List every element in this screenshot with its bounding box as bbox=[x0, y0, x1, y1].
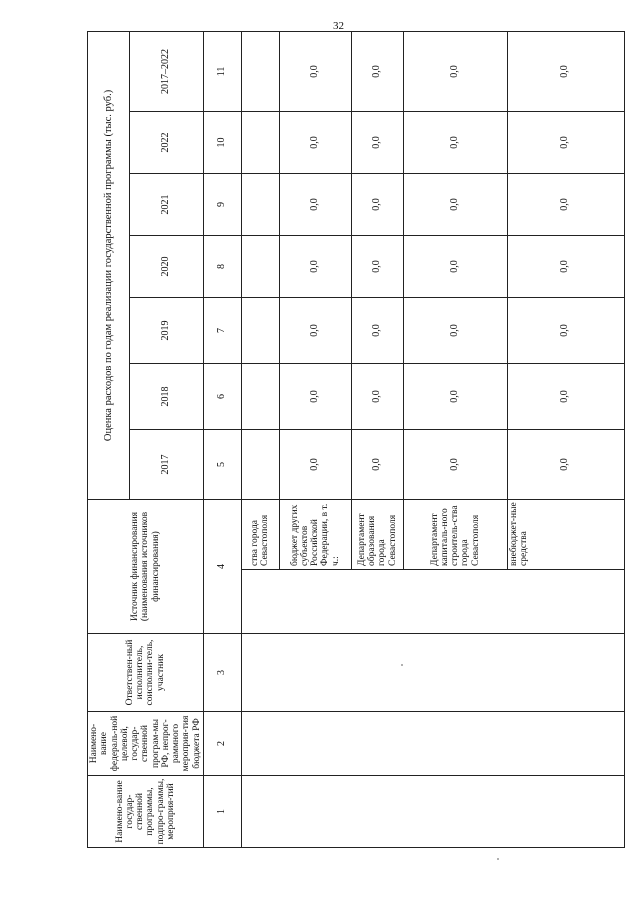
row-value: 0,0 bbox=[279, 430, 351, 500]
header-year-2022: 2022 bbox=[129, 112, 203, 174]
row-value: 0,0 bbox=[351, 430, 403, 500]
header-col4: Источник финансирования (наименования источников финансирования) bbox=[88, 500, 204, 634]
col-number: 1 bbox=[203, 776, 241, 848]
row-value: 0,0 bbox=[279, 112, 351, 174]
scan-speck bbox=[497, 858, 499, 860]
page-number: 32 bbox=[333, 20, 344, 32]
header-estimate: Оценка расходов по годам реализации государственной программы (тыс. руб.) bbox=[88, 31, 130, 499]
header-year-2019: 2019 bbox=[129, 298, 203, 364]
row-value: 0,0 bbox=[507, 364, 624, 430]
col-number: 9 bbox=[203, 174, 241, 236]
row-value bbox=[241, 364, 279, 430]
row-source: Департамент капиталь-ного строитель-ства города Севастополя bbox=[403, 500, 507, 570]
row-value: 0,0 bbox=[403, 430, 507, 500]
row-value: 0,0 bbox=[351, 112, 403, 174]
row-value: 0,0 bbox=[351, 364, 403, 430]
col-number: 2 bbox=[203, 712, 241, 776]
header-col2: Наимено-вание федераль-ной целевой, государ-ственной програм-мы РФ, непрог-раммного мероприя-тия бюджета РФ bbox=[88, 712, 204, 776]
col-number: 7 bbox=[203, 298, 241, 364]
col-number: 5 bbox=[203, 430, 241, 500]
cell-col1-empty bbox=[241, 776, 624, 848]
header-col3: Ответствен-ный исполнитель, соисполни-тель, участник bbox=[88, 634, 204, 712]
header-year-2020: 2020 bbox=[129, 236, 203, 298]
header-col1: Наимено-вание государ-ственной программы, подпро-граммы, мероприя-тий bbox=[88, 776, 204, 848]
cell-col4-empty bbox=[241, 570, 624, 634]
scan-speck bbox=[401, 664, 403, 666]
row-value: 0,0 bbox=[507, 236, 624, 298]
header-year-2018: 2018 bbox=[129, 364, 203, 430]
col-number: 11 bbox=[203, 31, 241, 111]
budget-table bbox=[87, 31, 625, 848]
row-value: 0,0 bbox=[507, 430, 624, 500]
col-number: 8 bbox=[203, 236, 241, 298]
row-value: 0,0 bbox=[403, 298, 507, 364]
cell-col2-empty bbox=[241, 712, 624, 776]
rotated-table-container bbox=[87, 32, 608, 848]
row-source: бюджет других субъектов Российской Федерации, в т. ч.: bbox=[279, 500, 351, 570]
col-number: 3 bbox=[203, 634, 241, 712]
row-value: 0,0 bbox=[403, 174, 507, 236]
header-year-total: 2017–2022 bbox=[129, 31, 203, 111]
row-value: 0,0 bbox=[351, 236, 403, 298]
row-value: 0,0 bbox=[403, 364, 507, 430]
row-source: Департамент образования города Севастополя bbox=[351, 500, 403, 570]
row-value bbox=[241, 430, 279, 500]
row-value: 0,0 bbox=[507, 31, 624, 111]
header-year-2021: 2021 bbox=[129, 174, 203, 236]
col-number: 6 bbox=[203, 364, 241, 430]
row-value: 0,0 bbox=[403, 236, 507, 298]
row-value: 0,0 bbox=[351, 174, 403, 236]
row-value: 0,0 bbox=[403, 31, 507, 111]
row-value: 0,0 bbox=[507, 298, 624, 364]
cell-col3-empty bbox=[241, 634, 624, 712]
row-value: 0,0 bbox=[279, 174, 351, 236]
row-value: 0,0 bbox=[403, 112, 507, 174]
row-source: ства города Севастополя bbox=[241, 500, 279, 570]
row-value bbox=[241, 298, 279, 364]
row-value: 0,0 bbox=[279, 31, 351, 111]
col-number: 4 bbox=[203, 500, 241, 634]
row-value: 0,0 bbox=[507, 174, 624, 236]
row-value: 0,0 bbox=[507, 112, 624, 174]
row-value bbox=[241, 236, 279, 298]
row-value: 0,0 bbox=[279, 364, 351, 430]
row-source: внебюджет-ные средства bbox=[507, 500, 624, 570]
col-number: 10 bbox=[203, 112, 241, 174]
row-value: 0,0 bbox=[351, 31, 403, 111]
row-value bbox=[241, 31, 279, 111]
row-value bbox=[241, 112, 279, 174]
row-value bbox=[241, 174, 279, 236]
row-value: 0,0 bbox=[279, 298, 351, 364]
row-value: 0,0 bbox=[351, 298, 403, 364]
header-year-2017: 2017 bbox=[129, 430, 203, 500]
row-value: 0,0 bbox=[279, 236, 351, 298]
